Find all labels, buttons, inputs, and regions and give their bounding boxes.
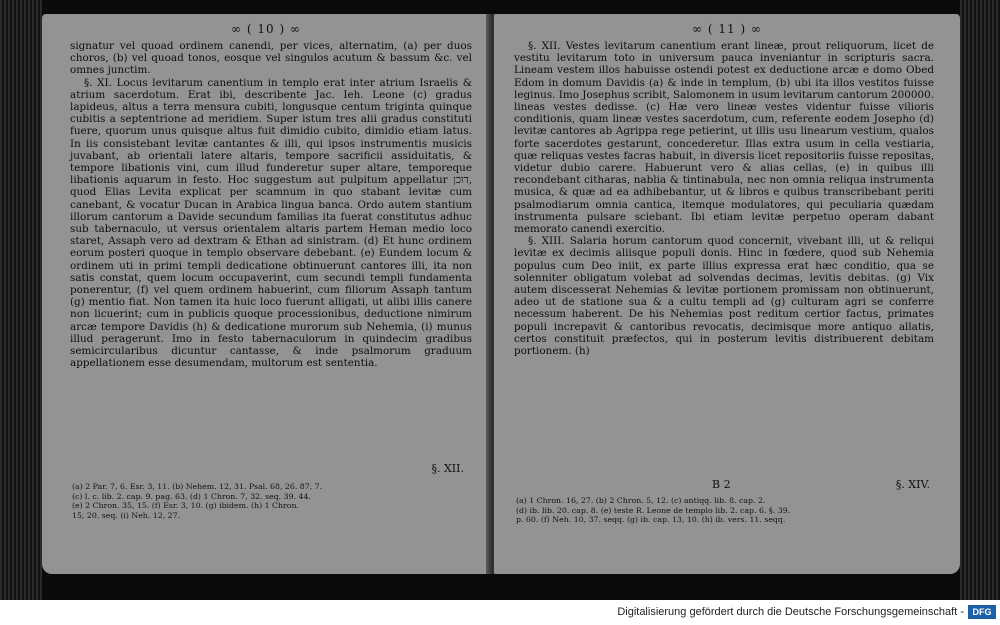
catchword: §. XIV.: [895, 478, 930, 491]
page-header: ∞ ( 10 ) ∞: [231, 22, 301, 36]
footnotes: [516, 496, 936, 525]
paragraph: §. XIII. Salaria horum cantorum quod concernit, vivebant illi, ut & reliqui levitæ ex decimis aliisque populi donis. Hinc in fœdere, quod sub Nehemia populus cum Deo iniit, ex parte illius expressa erat hæc conditio, qua se solenniter obligatum volebat ad solvendas decimas, levitis debitas. (g) Vix autem discesserat Nehemias & levitæ portionem promissam non obtinuerunt, adeo ut de statione sua & a cultu templi ad (g) culturam agri se conferre necessum haberent. De his Nehemias post reditum certior factus, primates populi increpavit & cantoribus revocatis, decimisque more antiquo allatis, certos constituit præfectos, qui in posterum levitis distribuerent debitam portionem. (h): [514, 235, 934, 358]
right-book-edge: [960, 0, 1000, 600]
catchword: §. XII.: [431, 462, 464, 475]
footnote-line: (a) 2 Par. 7, 6. Esr. 3, 11. (b) Nehem. 12, 31. Psal. 68, 26. 87, 7.: [72, 482, 323, 491]
paragraph: §. XI. Locus levitarum canentium in templo erat inter atrium Israelis & atrium sacerdotum. Erat ibi, describente Jac. Ieh. Leone (c) gradus lapideus, altus a terra mensura cubiti, longusque centum triginta quinque cubitis a septentrione ad meridiem. Super istum tres alii gradus constituti fuere, quorum unus quisque altus fuit dimidio cubito, dimidio etiam latus. In iis consistebant levitæ cantantes & illi, qui ipsos instrumentis musicis juvabant, ab orientali latere altaris, tempore sacrificii assiduitatis, & tempore libationis vini, cum illud funderetur super altare, temporeque libationis aquarum in festo. Hoc suggestum aut pulpitum appellatur דוכן, quod Elias Levita explicat per scamnum in quo stabant levitæ cum canebant, & vocatur Ducan in Arabica lingua banca. Ordo autem stantium illorum cantorum a Davide secundum familias ita fuerat constitutus adhuc sub tabernaculo, ut versus orientalem altaris partem Heman medio loco staret, Assaph vero ad dextram & Ethan ad sinistram. (d) Et hunc ordinem eorum posteri quoque in templo observare debebant. (e) Eundem locum & ordinem uti in primi templi dedicatione obtinuerunt cantores illi, ita non satis constat, quem locum occupaverint, cum secundi templi fundamenta ponerentur, (f) vel quem ordinem habuerint, cum filiorum Assaph tantum (g) mentio fiat. Non tamen ita huic loco fuerunt alligati, ut alibi illis canere non licuerint; cum in publicis quoque processionibus, deductione nimirum arcæ tempore Davidis (h) & dedicatione murorum sub Nehemia, (i) munus illud peragerunt. Imo in festo tabernaculorum in quindecim gradibus semicircularibus dicuntur cantasse, & inde psalmorum graduum appellationem esse desumendam, multorum est sententia.: [70, 76, 472, 370]
footnote-line: 15, 20. seq. (i) Neh. 12, 27.: [72, 510, 181, 520]
footnote-line: p. 60. (f) Neh. 10, 37. seqq. (g) ib. cap. 13, 10. (h) ib. vers. 11. seqq.: [516, 515, 786, 525]
paragraph: signatur vel quoad ordinem canendi, per vices, alternatim, (a) per duos choros, (b) vel quoad tonos, eosque vel singulos acutum & bassum &c. vel omnes junctim.: [70, 40, 472, 77]
page-body: [70, 40, 472, 369]
footnotes: [72, 482, 470, 520]
left-page: [42, 14, 490, 574]
credit-text: Digitalisierung gefördert durch die Deutsche Forschungsgemeinschaft -: [617, 606, 964, 618]
left-book-edge: [0, 0, 42, 600]
credit-bar: [0, 600, 1000, 625]
footnote-line: (c) l. c. lib. 2. cap. 9. pag. 63. (d) 1 Chron. 7, 32. seq. 39. 44.: [72, 491, 311, 501]
dfg-logo[interactable]: DFG: [968, 605, 996, 619]
footnote-line: (a) 1 Chron. 16, 27. (b) 2 Chron. 5, 12. (c) antiqq. lib. 8. cap. 2.: [516, 496, 766, 505]
footnote-line: (d) ib. lib. 20. cap. 8. (e) teste R. Leone de templo lib. 2. cap. 6. §. 39.: [516, 505, 791, 515]
page-header: ∞ ( 11 ) ∞: [692, 22, 762, 36]
paragraph: §. XII. Vestes levitarum canentium erant lineæ, prout reliquorum, licet de vestitu levitarum toto in universum pauca inveniantur in scripturis sacra. Lineam vestem illos habuisse ostendi potest ex deductione arcæ e domo Obed Edom in domum Davidis (a) & inde in templum, (b) ubi ita illos vestitos fuisse leginus. Imo Josephus scribit, Salomonem in usum levitarum cantorum 200000. lineas vestes dedisse. (c) Hæ vero lineæ vestes videntur fuisse vilioris conditionis, quam lineæ vestes sacerdotum, cum, referente eodem Josepho (d) levitæ cantores ab Agrippa rege petierint, ut illis usu linearum vestium, qualos forte sacerdotes gestarunt, concederetur. Illas extra usum in cella vestiaria, quæ reliquas vestes facras habuit, in diversis licet repositoriis fuisse repositas, videtur dubio carere. Habuerunt vero & alias cellas, (e) in quibus illi recondebant citharas, nablia & tintinabula, nec non omnia reliqua instrumenta musica, & quæ ad ea adhibebantur, ut & libros e quibus transcribebant periti psalmodiarum omnia cantica, itemque modulatores, qui peculiaria quædam instrumenta pulsare sciebant. Ibi etiam levitæ perpetuo operam dabant memorato canendi exercitio.: [514, 40, 935, 236]
signature-mark: B 2: [712, 478, 731, 491]
footnote-line: (e) 2 Chron. 35, 15. (f) Esr. 3, 10. (g) ibidem. (h) 1 Chron.: [72, 501, 299, 511]
right-page: [494, 14, 960, 574]
page-body: [514, 40, 934, 357]
